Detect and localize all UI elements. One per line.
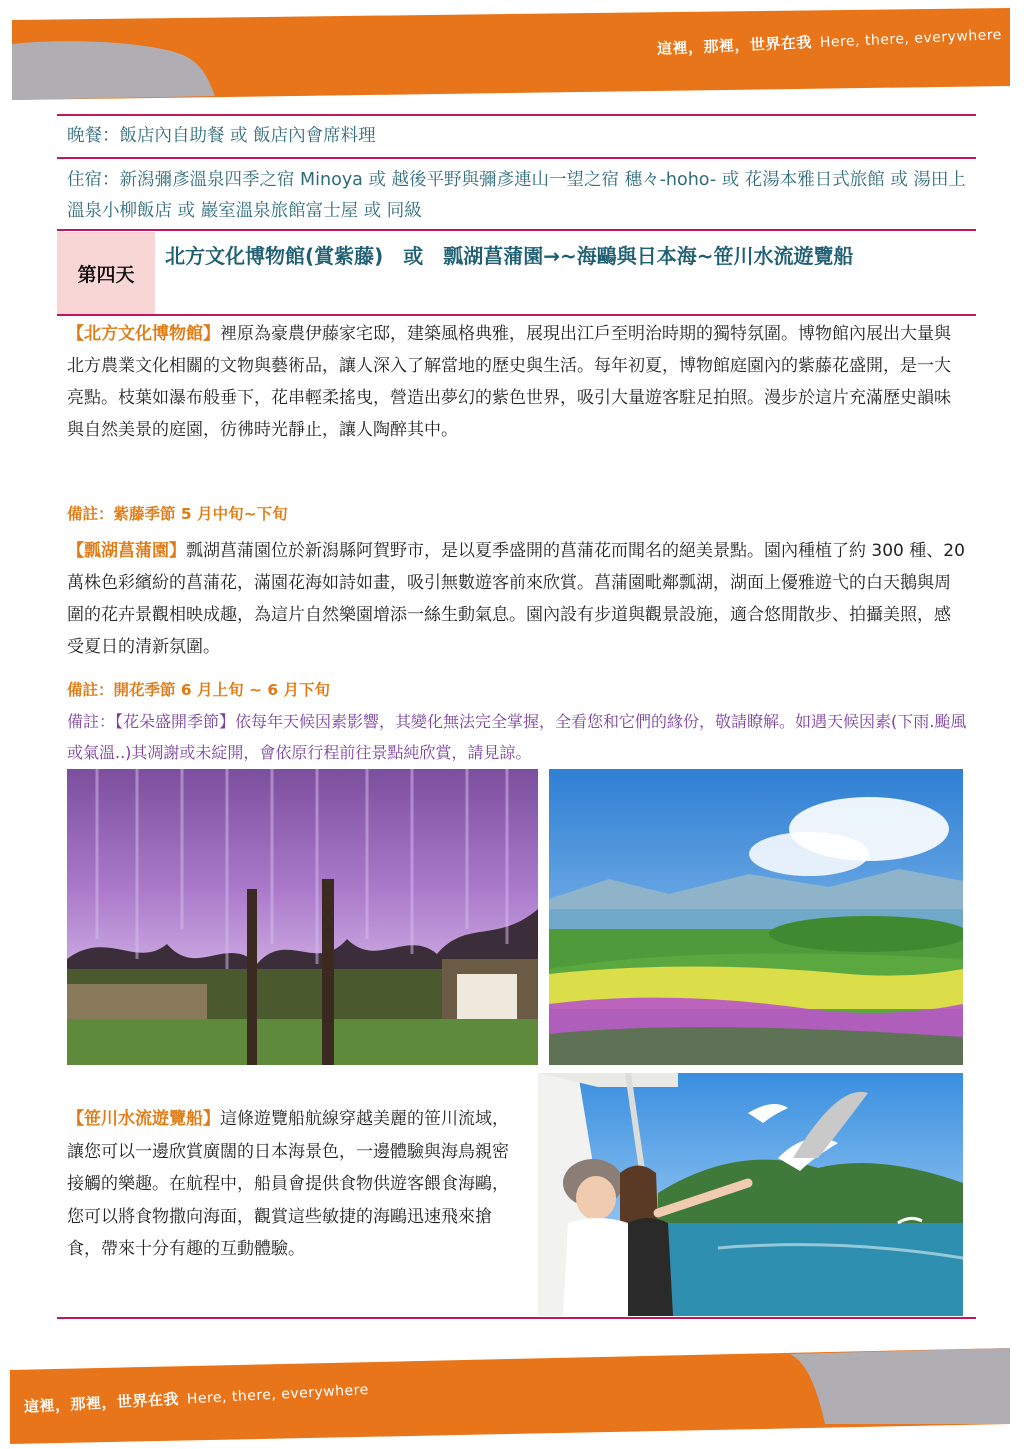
iris-garden-photo — [549, 769, 963, 1065]
dinner-info: 晚餐：飯店內自助餐 或 飯店內會席料理 — [67, 126, 376, 146]
section-sasagawa-cruise — [67, 1103, 522, 1266]
section-body: 裡原為豪農伊藤家宅邸，建築風格典雅，展現出江戶至明治時期的獨特氛圍。博物館內展出大量與北方農業文化相關的文物與藝術品，讓人深入了解當地的歷史與生活。每年初夏，博物館庭園內的紫藤花盛開，是一大亮點。枝葉如瀑布般垂下，花串輕柔搖曳，營造出夢幻的紫色世界，吸引大量遊客駐足拍照。漫步於這片充滿歷史韻味與自然美景的庭園，彷彿時光靜止，讓人陶醉其中。 — [67, 324, 951, 440]
section-heading: 【瓢湖菖蒲園】 — [67, 541, 186, 561]
section-note: 備註：開花季節 6 月上旬 ~ 6 月下旬 — [67, 681, 331, 699]
day-label: 第四天 — [57, 232, 155, 314]
header-slogan-en: Here, there, everywhere — [819, 26, 1003, 51]
divider — [57, 314, 976, 316]
section-heading: 【笹川水流遊覽船】 — [67, 1109, 220, 1129]
divider — [57, 114, 976, 116]
footer-slogan-en: Here, there, everywhere — [186, 1381, 370, 1408]
seagull-boat-photo — [538, 1073, 963, 1316]
day-title: 北方文化博物館(賞紫藤) 或 瓢湖菖蒲園→~海鷗與日本海~笹川水流遊覽船 — [165, 244, 854, 268]
section-northern-culture-museum — [67, 318, 967, 446]
divider — [57, 1317, 976, 1319]
flower-season-notice: 備註：【花朵盛開季節】依每年天候因素影響，其變化無法完全掌握，全看您和它們的緣份，敬請瞭解。如遇天候因素(下雨.颱風或氣溫..)其凋謝或未綻開，會依原行程前往景點純欣賞，請見諒。 — [67, 712, 967, 762]
section-hyoko-iris-garden — [67, 535, 967, 663]
wisteria-photo — [67, 769, 538, 1065]
section-body: 這條遊覽船航線穿越美麗的笹川流域，讓您可以一邊欣賞廣闊的日本海景色，一邊體驗與海鳥親密接觸的樂趣。在航程中，船員會提供食物供遊客餵食海鷗，您可以將食物撒向海面，觀賞這些敏捷的海鷗迅速飛來搶食，帶來十分有趣的互動體驗。 — [67, 1109, 509, 1259]
lodging-info: 住宿：新潟彌彥溫泉四季之宿 Minoya 或 越後平野與彌彥連山一望之宿 穗々-hoho- 或 花湯本雅日式旅館 或 湯田上溫泉小柳飯店 或 巖室溫泉旅館富士屋 或 同級 — [67, 170, 966, 221]
section-heading: 【北方文化博物館】 — [67, 324, 220, 344]
section-note: 備註：紫藤季節 5 月中旬~下旬 — [67, 505, 288, 523]
header-banner — [0, 0, 1024, 110]
section-body: 瓢湖菖蒲園位於新潟縣阿賀野市，是以夏季盛開的菖蒲花而聞名的絕美景點。園內種植了約 300 種、20 萬株色彩繽紛的菖蒲花，滿園花海如詩如畫，吸引無數遊客前來欣賞。菖蒲園毗鄰瓢湖，湖面上優雅遊弋的白天鵝與周圍的花卉景觀相映成趣，為這片自然樂園增添一絲生動氣息。園內設有步道與觀景設施，適合悠閒散步、拍攝美照，感受夏日的清新氛圍。 — [67, 541, 965, 657]
header-slogan-zh: 這裡，那裡，世界在我 — [656, 33, 813, 58]
divider — [57, 157, 976, 159]
footer-slogan-zh: 這裡，那裡，世界在我 — [23, 1389, 180, 1416]
divider — [57, 229, 976, 231]
